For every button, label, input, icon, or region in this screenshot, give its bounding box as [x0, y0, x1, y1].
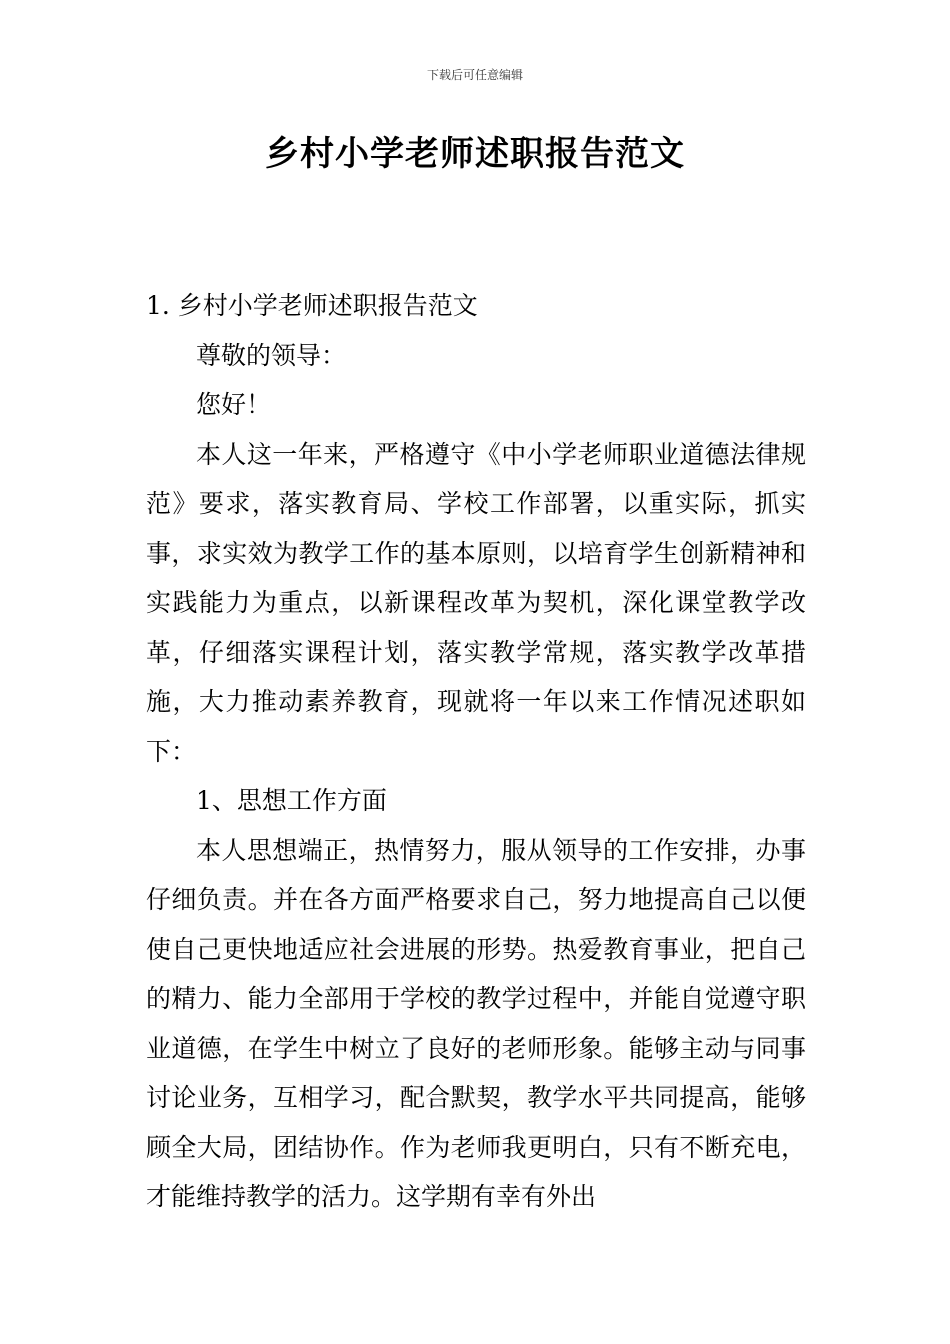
- document-body: [146, 281, 806, 1222]
- salutation: 尊敬的领导：: [196, 340, 347, 370]
- intro-paragraph: 本人这一年来，严格遵守《中小学老师职业道德法律规范》要求，落实教育局、学校工作部署，以重实际，抓实事，求实效为教学工作的基本原则，以培育学生创新精神和实践能力为重点，以新课程改革为契机，深化课堂教学改革，仔细落实课程计划，落实教学常规，落实教学改革措施，大力推动素养教育，现就将一年以来工作情况述职如下：: [146, 439, 806, 766]
- subsection-heading: 1、思想工作方面: [196, 786, 387, 815]
- section-heading: 1. 乡村小学老师述职报告范文: [146, 291, 478, 320]
- document-title: 乡村小学老师述职报告范文: [265, 134, 685, 174]
- body-paragraph: 本人思想端正，热情努力，服从领导的工作安排，办事仔细负责。并在各方面严格要求自己，努力地提高自己以便使自己更快地适应社会进展的形势。热爱教育事业，把自己的精力、能力全部用于学校的教学过程中，并能自觉遵守职业道德，在学生中树立了良好的老师形象。能够主动与同事讨论业务，互相学习，配合默契，教学水平共同提高，能够顾全大局，团结协作。作为老师我更明白，只有不断充电，才能维持教学的活力。这学期有幸有外出: [146, 835, 806, 1211]
- header-note: 下载后可任意编辑: [426, 68, 523, 82]
- greeting: 您好！: [196, 390, 272, 419]
